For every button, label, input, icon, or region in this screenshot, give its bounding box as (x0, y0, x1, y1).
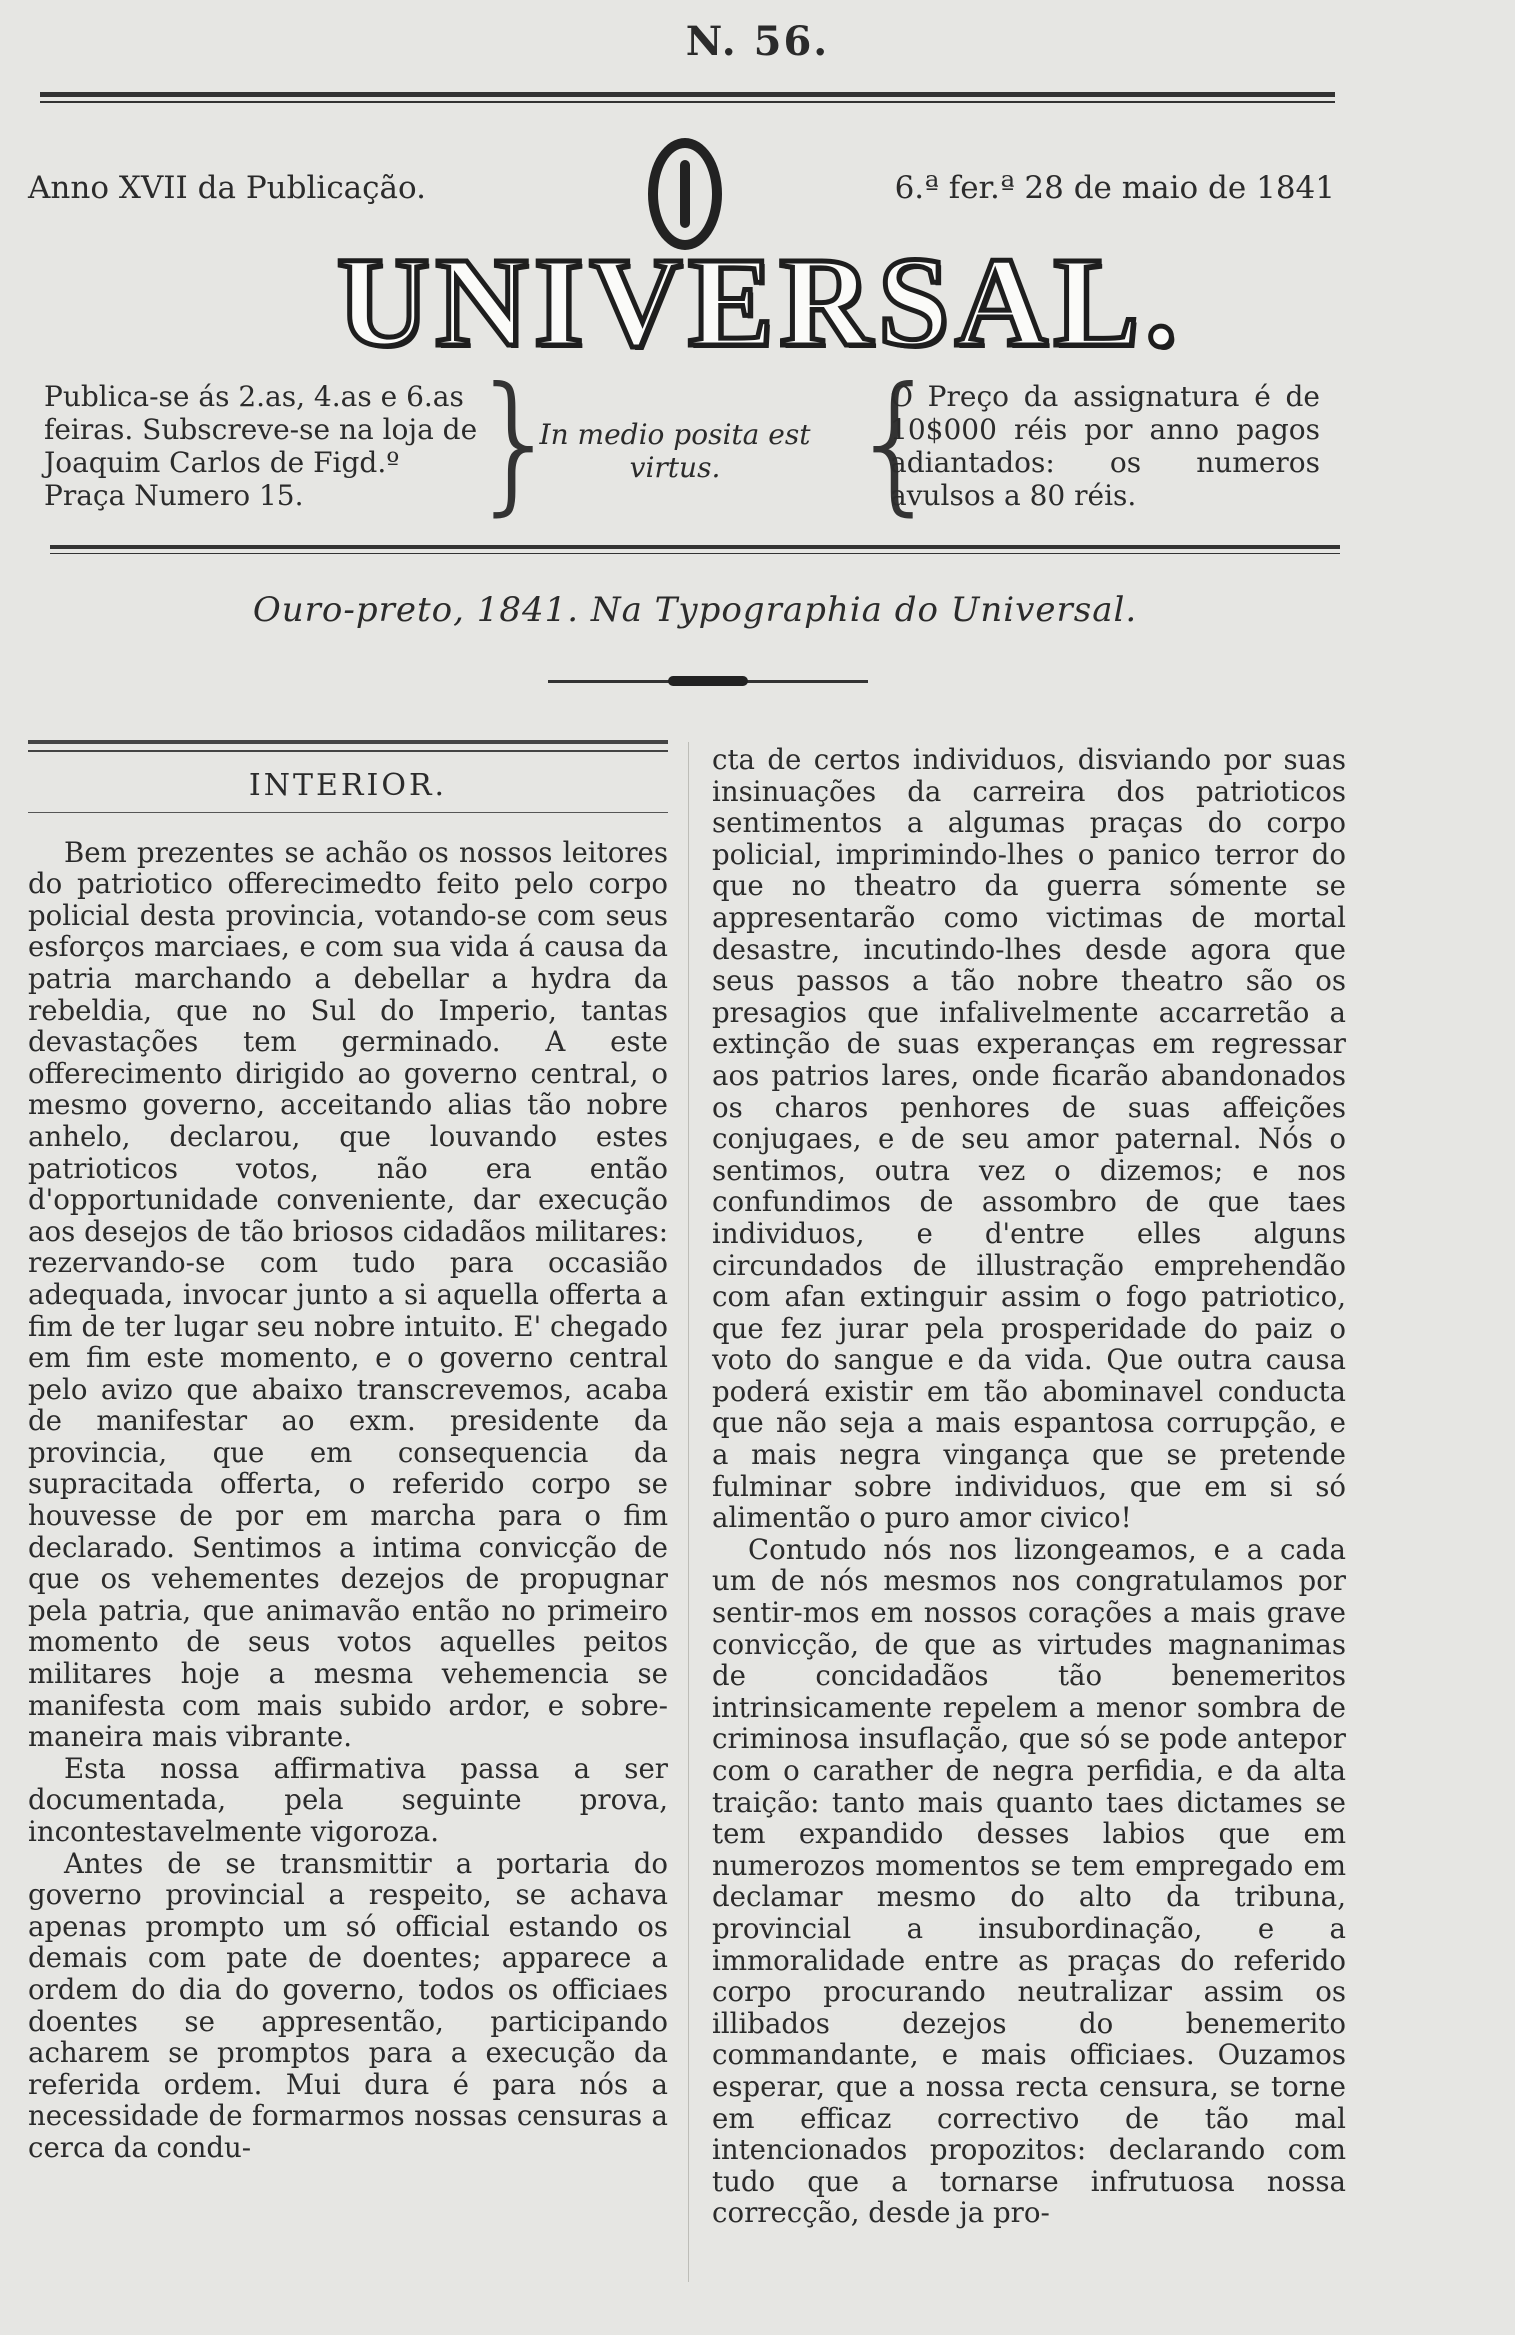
section-rule-top (28, 740, 668, 744)
top-rule (40, 92, 1335, 97)
article-paragraph: Bem prezentes se achão os nossos leitores do patriotico offerecimedto feito pelo corpo policial desta provincia, votando-se com seus esforços marciaes, e com sua vida á causa da patria marchando a debellar a hydra da rebeldia, que no Sul do Imperio, tantas devastações tem germinado. A este offerecimento dirigido ao governo central, o mesmo governo, acceitando alias tão nobre anhelo, declarou, que louvando estes patrioticos votos, não era então d'opportunidade conveniente, dar execução aos desejos de tão briosos cidadãos militares: rezervando-se com tudo para occasião adequada, invocar junto a si aquella offerta a fim de ter lugar seu nobre intuito. E' chegado em fim este momento, e o governo central pelo avizo que abaixo transcrevemos, acaba de manifestar ao exm. presidente da provincia, que em consequencia da supracitada offerta, o referido corpo se houvesse de por em marcha para o fim declarado. Sentimos a intima convicção de que os vehementes dezejos de propugnar pela patria, que animavão então no primeiro momento de seus votos aquelles peitos militares hoje a mesma vehemencia se manifesta com mais subido ardor, e sobre-maneira mais vibrante. (28, 835, 668, 1754)
column-divider (688, 742, 689, 2282)
header-bottom-rule (50, 545, 1340, 549)
masthead-title: UNIVERSAL. (337, 231, 1183, 373)
motto: In medio posita est virtus. (539, 418, 811, 484)
price-info: O Preço da assignatura é de 10$000 réis por anno pagos adiantados: os numeros avulsos a 80 réis. (890, 380, 1320, 512)
article-paragraph: Contudo nós nos lizongeamos, e a cada um de nós mesmos nos congratulamos por sentir-mos em nossos corações a mais grave convicção, de que as virtudes magnanimas de concidadãos tão benemeritos intrinsicamente repelem a menor sombra de criminosa insuflação, que só se pode antepor com o carather de negra perfidia, e da alta traição: tanto mais quanto taes dictames se tem expandido desses labios que em numerozos momentos se tem empregado em declamar mesmo do alto da tribuna, provincial a insubordinação, e a immoralidade entre as praças do referido corpo procurando neutralizar assim os illibados dezejos do benemerito commandante, e mais officiaes. Ouzamos esperar, que a nossa recta censura, se torne em efficaz correctivo de tão mal intencionados propozitos: declarando com tudo que a tornarse infrutuosa nossa correcção, desde ja pro- (712, 1532, 1346, 2230)
ornament-divider (548, 676, 868, 686)
article-paragraph: Esta nossa affirmativa passa a ser documentada, pela seguinte prova, incontestavelmente vigoroza. (28, 1751, 668, 1848)
top-rule-thin (40, 101, 1335, 103)
publish-info: Publica-se ás 2.as, 4.as e 6.as feiras. Subscreve-se na loja de Joaquim Carlos de Figd.º Praça Numero 15. (44, 380, 478, 512)
issue-number: N. 56. (685, 18, 830, 65)
header-bottom-rule-thin (50, 553, 1340, 554)
issue-date: 6.ª fer.ª 28 de maio de 1841 (894, 170, 1335, 206)
section-rule-bottom (28, 812, 668, 813)
brace-right: { (848, 356, 944, 530)
brace-left: } (468, 356, 564, 530)
left-column (28, 740, 668, 2164)
article-paragraph: cta de certos individuos, disviando por suas insinuações da carreira dos patrioticos sentimentos a algumas praças do corpo policial, imprimindo-lhes o panico terror do que no theatro da guerra sómente se appresentarão como victimas de mortal desastre, incutindo-lhes desde agora que seus passos a tão nobre theatro são os presagios que infalivelmente accarretão a extinção de suas experanças em regressar aos patrios lares, onde ficarão abandonados os charos penhores de suas affeições conjugaes, e de seu amor paternal. Nós o sentimos, outra vez o dizemos; e nos confundimos de assombro de que taes individuos, e d'entre elles alguns circundados de illustração emprehendão com afan extinguir assim o fogo patriotico, que fez jurar pela prosperidade do paiz o voto do sangue e da vida. Que outra causa poderá existir em tão abominavel conducta que não seja a mais espantosa corrupção, e a mais negra vingança que se pretende fulminar sobre individuos, que em si só alimentão o puro amor civico! (712, 743, 1346, 1535)
article-paragraph: Antes de se transmittir a portaria do governo provincial a respeito, se achava apenas prompto um só official estando os demais com pate de doentes; apparece a ordem do dia do governo, todos os officiaes doentes se appresentão, participando acharem se promptos para a execução da referida ordem. Mui dura é para nós a necessidade de formarmos nossas censuras a cerca da condu- (28, 1846, 668, 2164)
publication-year: Anno XVII da Publicação. (28, 170, 426, 206)
section-rule-top-thin (28, 750, 668, 752)
right-column (712, 744, 1346, 2229)
imprint: Ouro-preto, 1841. Na Typographia do Universal. (252, 590, 1138, 630)
section-title: INTERIOR. (248, 768, 448, 803)
